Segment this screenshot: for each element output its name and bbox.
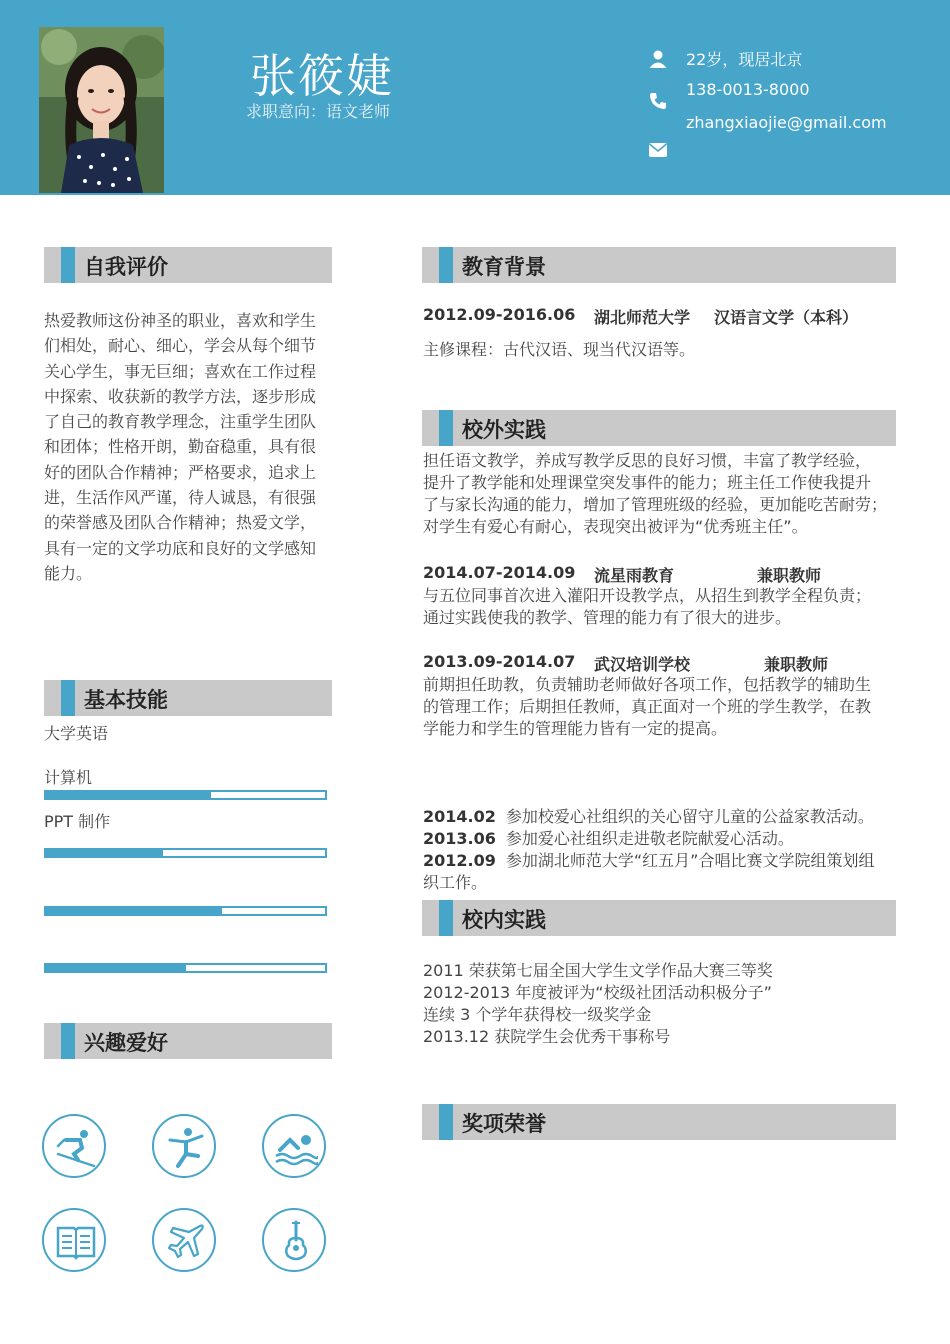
skiing-icon	[42, 1114, 106, 1178]
heading-accent-bar	[439, 900, 453, 936]
contact-phone	[648, 80, 938, 104]
text-line: 担任语文教学，养成写教学反思的良好习惯，丰富了教学经验，	[423, 451, 872, 470]
phone-icon	[648, 91, 668, 111]
profile-photo	[39, 27, 164, 193]
reading-icon	[42, 1208, 106, 1272]
dance-icon	[152, 1114, 216, 1178]
section-campus-heading	[422, 900, 896, 936]
heading-accent-bar	[61, 680, 75, 716]
section-self-eval-heading	[44, 247, 332, 283]
text-line: 与五位同事首次进入灌阳开设教学点，从招生到教学全程负责；	[423, 586, 872, 605]
text-line: 关心学生，事无巨细；喜欢在工作过程	[44, 361, 317, 381]
text-line: 好的团队合作精神；严格要求，追求上	[44, 462, 317, 482]
campus-item: 2013.12 获院学生会优秀干事称号	[423, 1027, 671, 1046]
skill-label: 计算机	[44, 768, 93, 787]
job-org: 流星雨教育	[594, 566, 675, 585]
text-line: 前期担任助教，负责辅助老师做好各项工作，包括教学的辅助生	[423, 675, 872, 694]
section-title: 自我评价	[84, 255, 168, 279]
skill-bar-fill	[46, 965, 186, 971]
job-intent: 求职意向：语文老师	[246, 102, 391, 121]
skill-bar	[44, 790, 327, 800]
activity-date: 2014.02	[423, 807, 496, 826]
skill-bar-fill	[46, 792, 211, 798]
skill-bar	[44, 906, 327, 916]
practice-intro	[423, 450, 923, 538]
activity-item	[423, 850, 913, 872]
text-line: 热爱教师这份神圣的职业，喜欢和学生	[44, 311, 317, 330]
text-line: 学能力和学生的管理能力皆有一定的提高。	[423, 719, 728, 738]
campus-item: 2012-2013 年度被评为“校级社团活动积极分子”	[423, 983, 772, 1002]
job-row	[423, 652, 903, 674]
activity-item-continued: 织工作。	[423, 873, 488, 892]
contact-age-location	[648, 47, 938, 71]
campus-item: 2011 荣获第七届全国大学生文学作品大赛三等奖	[423, 961, 773, 980]
activity-item	[423, 806, 913, 828]
text-line: 们相处，耐心、细心，学会从每个细节	[44, 336, 317, 356]
education-period: 2012.09-2016.06	[423, 305, 576, 324]
section-title: 教育背景	[462, 255, 546, 279]
job-org: 武汉培训学校	[594, 655, 691, 674]
text-line: 的荣誉感及团队合作精神；热爱文学，	[44, 513, 317, 533]
text-line: 具有一定的文学功底和良好的文学感知	[44, 538, 317, 558]
text-line: 能力。	[44, 563, 93, 583]
heading-accent-bar	[61, 247, 75, 283]
education-row	[423, 305, 903, 327]
plane-icon	[152, 1208, 216, 1272]
campus-list	[423, 960, 923, 1048]
job-row	[423, 563, 903, 585]
text-line: 中探索、收获新的教学方法，逐步形成	[44, 386, 317, 406]
text-line: 提升了教学能和处理课堂突发事件的能力；班主任工作使我提升	[423, 473, 872, 492]
job-period: 2014.07-2014.09	[423, 563, 576, 582]
activity-item	[423, 828, 913, 850]
section-practice-heading	[422, 410, 896, 446]
contact-age-text: 22岁，现居北京	[686, 50, 803, 69]
job-role: 兼职教师	[764, 655, 829, 674]
text-line: 进，生活作风严谨，待人诚恳，有很强	[44, 488, 317, 508]
skill-bar-fill	[46, 908, 222, 914]
skill-label: PPT 制作	[44, 812, 111, 831]
section-title: 兴趣爱好	[84, 1031, 168, 1055]
job-description	[423, 674, 923, 740]
text-line: 了自己的教育教学理念，注重学生团队	[44, 412, 317, 432]
education-major: 汉语言文学（本科）	[714, 308, 859, 327]
section-title: 奖项荣誉	[462, 1112, 546, 1136]
activity-text: 参加校爱心社组织的关心留守儿童的公益家教活动。	[505, 807, 874, 826]
heading-accent-bar	[439, 247, 453, 283]
text-line: 通过实践使我的教学、管理的能力有了很大的进步。	[423, 608, 792, 627]
section-hobbies-heading	[44, 1023, 332, 1059]
skill-bar	[44, 963, 327, 973]
job-period: 2013.09-2014.07	[423, 652, 576, 671]
activity-list	[423, 806, 913, 894]
contact-email	[648, 113, 938, 137]
section-title: 校外实践	[462, 418, 546, 442]
guitar-icon	[262, 1208, 326, 1272]
skill-bar	[44, 848, 327, 858]
email-icon	[648, 140, 668, 160]
section-title: 基本技能	[84, 688, 168, 712]
text-line: 和团体；性格开朗，勤奋稳重，具有很	[44, 437, 317, 457]
text-line: 了与家长沟通的能力，增加了管理班级的经验，更加能吃苦耐劳；	[423, 495, 888, 514]
self-eval-text	[44, 308, 339, 586]
candidate-name: 张筱婕	[250, 49, 394, 103]
text-line: 的管理工作；后期担任教师，真正面对一个班的学生教学，在教	[423, 697, 872, 716]
contact-phone-text[interactable]: 138-0013-8000	[686, 80, 810, 99]
section-title: 校内实践	[462, 908, 546, 932]
person-icon	[648, 49, 668, 69]
heading-accent-bar	[439, 410, 453, 446]
header-banner	[0, 0, 950, 195]
text-line: 对学生有爱心有耐心，表现突出被评为“优秀班主任”。	[423, 517, 808, 536]
activity-text: 参加湖北师范大学“红五月”合唱比赛文学院组策划组	[505, 851, 875, 870]
job-description	[423, 585, 923, 629]
section-skills-heading	[44, 680, 332, 716]
swimming-icon	[262, 1114, 326, 1178]
activity-date: 2013.06	[423, 829, 496, 848]
job-role: 兼职教师	[757, 566, 822, 585]
section-education-heading	[422, 247, 896, 283]
skill-bar-fill	[46, 850, 163, 856]
activity-date: 2012.09	[423, 851, 496, 870]
section-awards-heading	[422, 1104, 896, 1140]
campus-item: 连续 3 个学年获得校一级奖学金	[423, 1005, 652, 1024]
education-school: 湖北师范大学	[594, 308, 691, 327]
skill-label: 大学英语	[44, 724, 109, 743]
education-courses: 主修课程：古代汉语、现当代汉语等。	[423, 340, 696, 359]
contact-email-text[interactable]: zhangxiaojie@gmail.com	[686, 113, 887, 132]
activity-text: 参加爱心社组织走进敬老院献爱心活动。	[505, 829, 794, 848]
heading-accent-bar	[439, 1104, 453, 1140]
heading-accent-bar	[61, 1023, 75, 1059]
